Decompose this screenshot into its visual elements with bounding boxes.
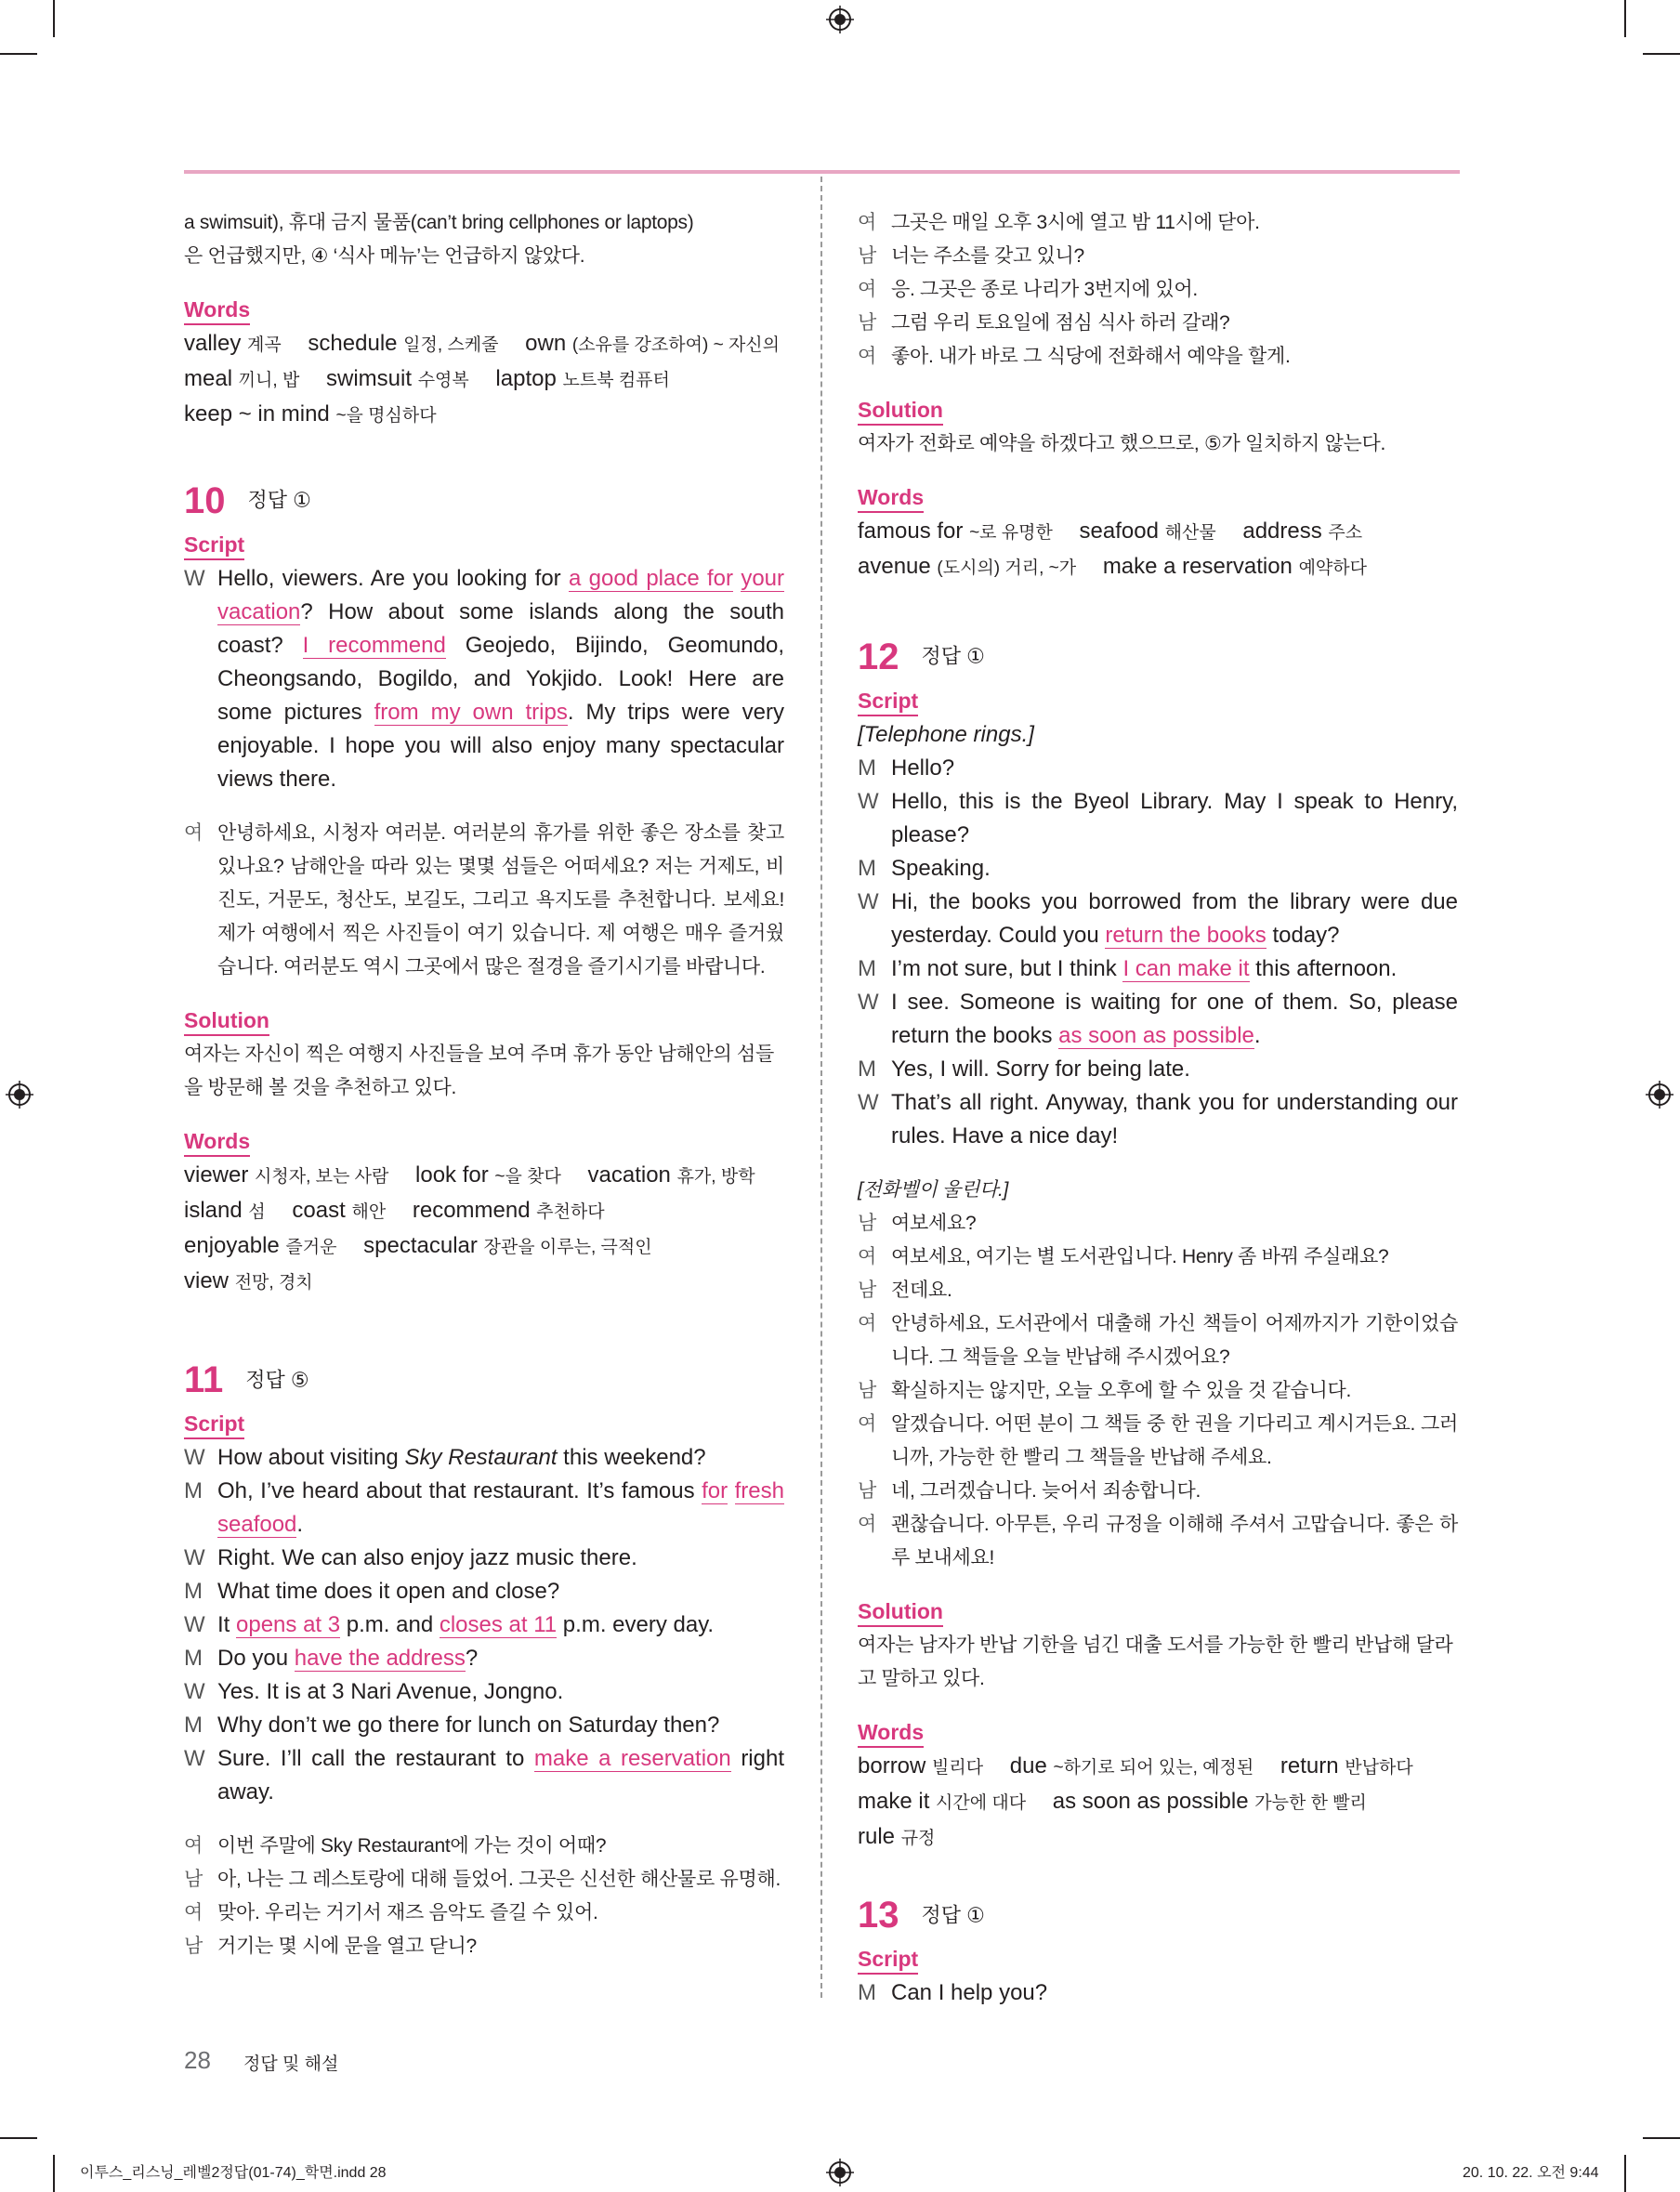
answer: 정답 ① xyxy=(921,1903,985,1927)
translation-line: 여 좋아. 내가 바로 그 식당에 전화해서 예약을 할게. xyxy=(858,346,1291,367)
left-column xyxy=(184,206,784,1963)
script-line: W Yes. It is at 3 Nari Avenue, Jongno. xyxy=(184,1679,564,1705)
translation-line: 남 아, 나는 그 레스토랑에 대해 들었어. 그곳은 신선한 해산물로 유명해. xyxy=(184,1869,781,1891)
footer-title: 정답 및 해설 xyxy=(243,2054,339,2074)
words-line: enjoyable 즐거운 spectacular 장관을 이루는, 극적인 xyxy=(184,1232,652,1258)
translation-line: 여 안녕하세요, 시청자 여러분. 여러분의 휴가를 위한 좋은 장소를 찾고 있나요? 남해안을 따라 있는 몇몇 섬들은 어떠세요? 저는 거제도, 비진도, 거문도, 청산도, 보길도, 그리고 욕지도를 추천합니다. 보세요! 제가 여행에서 찍은 사진들이 여기 있습니다. 제 여행은 매우 즐거웠습니다. 여러분도 역시 그곳에서 많은 절경을 즐기시기를 바랍니다. xyxy=(184,821,784,978)
top-rule xyxy=(184,170,1460,174)
question-header xyxy=(858,1893,1458,1938)
intro-line: a swimsuit), 휴대 금지 물품(can’t bring cellphones or laptops) xyxy=(184,212,694,233)
solution-text: 여자는 남자가 반납 기한을 넘긴 대출 도서를 가능한 한 빨리 반납해 달라고 말하고 있다. xyxy=(858,1634,1453,1689)
registration-mark-icon xyxy=(1646,1081,1673,1109)
solution-text: 여자가 전화로 예약을 하겠다고 했으므로, ⑤가 일치하지 않는다. xyxy=(858,433,1385,454)
words-label: Words xyxy=(858,1718,924,1748)
translation-line: 남 여보세요? xyxy=(858,1212,977,1234)
translation-line: 여 응. 그곳은 종로 나리가 3번지에 있어. xyxy=(858,279,1198,300)
question-number: 13 xyxy=(858,1895,899,1936)
translation-line: 여 안녕하세요, 도서관에서 대출해 가신 책들이 어제까지가 기한이었습니다. 그 책들을 오늘 반납해 주시겠어요? xyxy=(858,1312,1458,1368)
script-label: Script xyxy=(184,1410,244,1439)
words-line: valley 계곡 schedule 일정, 스케줄 own (소유를 강조하여) ~ 자신의 xyxy=(184,331,781,356)
script-line: W Hello, viewers. Are you looking for a good place for your vacation? How about some islands along the south coast? I recommend Geojedo, Bijindo, Geomundo, Cheongsando, Bogildo, and Yokjido. Look! Here are some pictures from my own trips. My trips were very enjoyable. I hope you will also enjoy many spectacular views there. xyxy=(184,562,784,796)
script-line: W Sure. I’ll call the restaurant to make a reservation right away. xyxy=(184,1746,785,1805)
translation-line: 여 괜찮습니다. 아무튼, 우리 규정을 이해해 주셔서 고맙습니다. 좋은 하루 보내세요! xyxy=(858,1513,1458,1569)
script-line: M Why don’t we go there for lunch on Saturday then? xyxy=(184,1713,720,1739)
script-line: W It opens at 3 p.m. and closes at 11 p.m. every day. xyxy=(184,1612,715,1638)
translation-line: 남 거기는 몇 시에 문을 열고 닫니? xyxy=(184,1936,477,1958)
crop-mark xyxy=(1643,53,1680,55)
words-line: meal 끼니, 밥 swimsuit 수영복 laptop 노트북 컴퓨터 xyxy=(184,366,670,391)
translation-line: 여 맞아. 우리는 거기서 재즈 음악도 즐길 수 있어. xyxy=(184,1902,598,1924)
script-line: M Hello? xyxy=(858,755,955,781)
question-number: 10 xyxy=(184,479,226,521)
words-line: rule 규정 xyxy=(858,1823,936,1849)
words-line: island 섬 coast 해안 recommend 추천하다 xyxy=(184,1197,605,1223)
words-line: avenue (도시의) 거리, ~가 make a reservation 예약하다 xyxy=(858,554,1367,579)
script-label: Script xyxy=(858,1945,918,1975)
page-number: 28 xyxy=(184,2046,211,2074)
script-line: M Speaking. xyxy=(858,855,991,881)
translation-line: 여 이번 주말에 Sky Restaurant에 가는 것이 어때? xyxy=(184,1835,607,1857)
script-line: M I’m not sure, but I think I can make it this afternoon. xyxy=(858,955,1398,981)
crop-mark xyxy=(53,0,55,37)
translation-line: 남 네, 그러겠습니다. 늦어서 죄송합니다. xyxy=(858,1479,1201,1502)
translation-line: 여 그곳은 매일 오후 3시에 열고 밤 11시에 닫아. xyxy=(858,212,1260,233)
script-label: Script xyxy=(858,687,918,716)
script-line: M What time does it open and close? xyxy=(184,1579,560,1605)
words-line: borrow 빌리다 due ~하기로 되어 있는, 예정된 return 반납하다 xyxy=(858,1752,1413,1779)
script-line: W Right. We can also enjoy jazz music there. xyxy=(184,1545,637,1571)
script-line: W I see. Someone is waiting for one of them. So, please return the books as soon as possible. xyxy=(858,989,1458,1048)
question-header xyxy=(184,1358,784,1403)
words-label: Words xyxy=(858,483,924,513)
answer: 정답 ① xyxy=(247,488,311,512)
solution-label: Solution xyxy=(858,1597,943,1627)
right-column xyxy=(858,206,1458,2010)
print-timestamp: 20. 10. 22. 오전 9:44 xyxy=(1463,2165,1599,2181)
print-slug: 이투스_리스닝_레벨2정답(01-74)_학면.indd 28 xyxy=(80,2165,387,2181)
registration-mark-icon xyxy=(826,2159,854,2186)
words-label: Words xyxy=(184,1127,250,1157)
answer: 정답 ① xyxy=(921,644,985,668)
question-header xyxy=(858,634,1458,679)
crop-mark xyxy=(1643,2137,1680,2139)
script-line: W Hello, this is the Byeol Library. May I speak to Henry, please? xyxy=(858,788,1458,847)
question-header xyxy=(184,478,784,523)
question-number: 11 xyxy=(184,1359,224,1401)
registration-mark-icon xyxy=(826,6,854,33)
intro-line: 은 언급했지만, ④ ‘식사 메뉴’는 언급하지 않았다. xyxy=(184,245,585,267)
column-divider xyxy=(820,177,822,1998)
script-line: W Hi, the books you borrowed from the library were due yesterday. Could you return the books today? xyxy=(858,888,1458,948)
script-line: W That’s all right. Anyway, thank you for understanding our rules. Have a nice day! xyxy=(858,1089,1458,1149)
crop-mark xyxy=(53,2155,55,2192)
solution-label: Solution xyxy=(184,1006,269,1036)
words-line: keep ~ in mind ~을 명심하다 xyxy=(184,401,437,427)
script-line: W How about visiting Sky Restaurant this weekend? xyxy=(184,1445,706,1471)
question-number: 12 xyxy=(858,636,899,677)
words-line: make it 시간에 대다 as soon as possible 가능한 한 빨리 xyxy=(858,1788,1367,1814)
answer: 정답 ⑤ xyxy=(245,1368,309,1392)
speaker: W xyxy=(184,565,205,591)
solution-text: 여자는 자신이 찍은 여행지 사진들을 보여 주며 휴가 동안 남해안의 섬들을 방문해 볼 것을 추천하고 있다. xyxy=(184,1043,774,1098)
crop-mark xyxy=(1624,2155,1626,2192)
script-line: M Can I help you? xyxy=(858,1980,1048,2006)
translation-line: 여 여보세요, 여기는 별 도서관입니다. Henry 좀 바꿔 주실래요? xyxy=(858,1245,1389,1267)
translation-line: 남 전데요. xyxy=(858,1279,952,1301)
translation-line: 남 확실하지는 않지만, 오늘 오후에 할 수 있을 것 같습니다. xyxy=(858,1379,1352,1401)
crop-mark xyxy=(0,53,37,55)
crop-mark xyxy=(0,2137,37,2139)
translation-line: 여 알겠습니다. 어떤 분이 그 책들 중 한 권을 기다리고 계시거든요. 그러니까, 가능한 한 빨리 그 책들을 반납해 주세요. xyxy=(858,1412,1458,1468)
solution-label: Solution xyxy=(858,396,943,426)
words-line: famous for ~로 유명한 seafood 해산물 address 주소 xyxy=(858,518,1363,544)
registration-mark-icon xyxy=(6,1081,33,1109)
script-line: M Oh, I’ve heard about that restaurant. It’s famous for fresh seafood. xyxy=(184,1478,784,1538)
translation-line: 남 너는 주소를 갖고 있니? xyxy=(858,245,1084,267)
crop-mark xyxy=(1624,0,1626,37)
words-label: Words xyxy=(184,295,250,325)
stage-direction: [전화벨이 울린다.] xyxy=(858,1178,1009,1201)
script-line: M Do you have the address? xyxy=(184,1646,479,1672)
translation-line: 남 그럼 우리 토요일에 점심 식사 하러 갈래? xyxy=(858,312,1230,334)
words-line: viewer 시청자, 보는 사람 look for ~을 찾다 vacation 휴가, 방학 xyxy=(184,1162,755,1188)
script-label: Script xyxy=(184,531,244,560)
script-line: M Yes, I will. Sorry for being late. xyxy=(858,1056,1190,1082)
words-line: view 전망, 경치 xyxy=(184,1267,313,1293)
stage-direction: [Telephone rings.] xyxy=(858,721,1034,747)
